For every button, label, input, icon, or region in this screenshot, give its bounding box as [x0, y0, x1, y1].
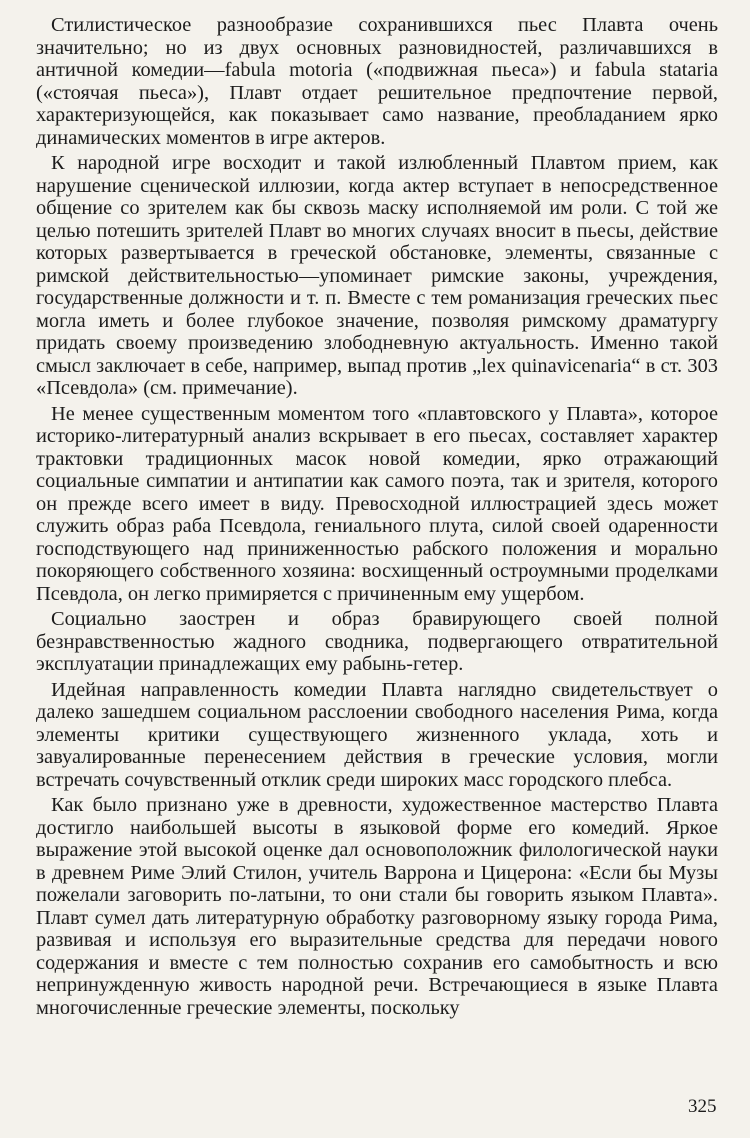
paragraph-traditional-masks: Не менее существенным моментом того «плавтовского у Плавта», которое историко-литературный анализ вскрывает в его пьесах, составляет характер трактовки традиционных масок новой комедии, ярко отражающий социальные симпатии и антипатии как самого поэта, так и зрителя, которого он прежде всего имеет в виду. Превосходной иллюстрацией здесь может служить образ раба Псевдола, гениального плута, силой своей одаренности господствующего над приниженностью рабского положения и морально покоряющего собственного хозяина: восхищенный остроумными проделками Псевдола, он легко примиряется с причиненным ему ущербом. [36, 402, 718, 605]
book-page-text [36, 14, 718, 1022]
paragraph-ideological-direction: Идейная направленность комедии Плавта наглядно свидетельствует о далеко зашедшем социальном расслоении свободного населения Рима, когда элементы критики существующего жизненного уклада, хоть и завуалированные перенесением действия в греческие условия, могли встречать сочувственный отклик среди широких масс городского плебса. [36, 678, 718, 791]
paragraph-artistic-mastery: Как было признано уже в древности, художественное мастерство Плавта достигло наибольшей высоты в языковой форме его комедий. Яркое выражение этой высокой оценке дал основоположник филологической науки в древнем Риме Элий Стилон, учитель Варрона и Цицерона: «Если бы Музы пожелали заговорить по-латыни, то они стали бы говорить языком Плавта». Плавт сумел дать литературную обработку разговорному языку города Рима, развивая и используя его выразительные средства для передачи нового содержания и вместе с тем полностью сохранив его самобытность и всю непринужденную живость народной речи. Встречающиеся в языке Плавта многочисленные греческие элементы, поскольку [36, 794, 718, 1019]
paragraph-stage-illusion: К народной игре восходит и такой излюбленный Плавтом прием, как нарушение сценической иллюзии, когда актер вступает в непосредственное общение со зрителем как бы сквозь маску исполняемой им роли. С той же целью потешить зрителей Плавт во многих случаях вносит в пьесы, действие которых развертывается в греческой обстановке, элементы, связанные с римской действительностью—упоминает римские законы, учреждения, государственные должности и т. п. Вместе с тем романизация греческих пьес могла иметь и более глубокое значение, позволяя римскому драматургу придать своему произведению злободневную актуальность. Именно такой смысл заключает в себе, например, выпад против „lex quinavicenaria“ в ст. 303 «Псевдола» (см. примечание). [36, 152, 718, 399]
paragraph-stylistic-variety: Стилистическое разнообразие сохранившихся пьес Плавта очень значительно; но из двух основных разновидностей, различавшихся в античной комедии—fabula motoria («подвижная пьеса») и fabula stataria («стоячая пьеса»), Плавт отдает решительное предпочтение первой, характеризующейся, как показывает само название, преобладанием ярко динамических моментов в игре актеров. [36, 14, 718, 149]
page-number: 325 [688, 1096, 717, 1117]
paragraph-pimp-image: Социально заострен и образ бравирующего своей полной безнравственностью жадного сводника, подвергающего отвратительной эксплуатации принадлежащих ему рабынь-гетер. [36, 608, 718, 675]
